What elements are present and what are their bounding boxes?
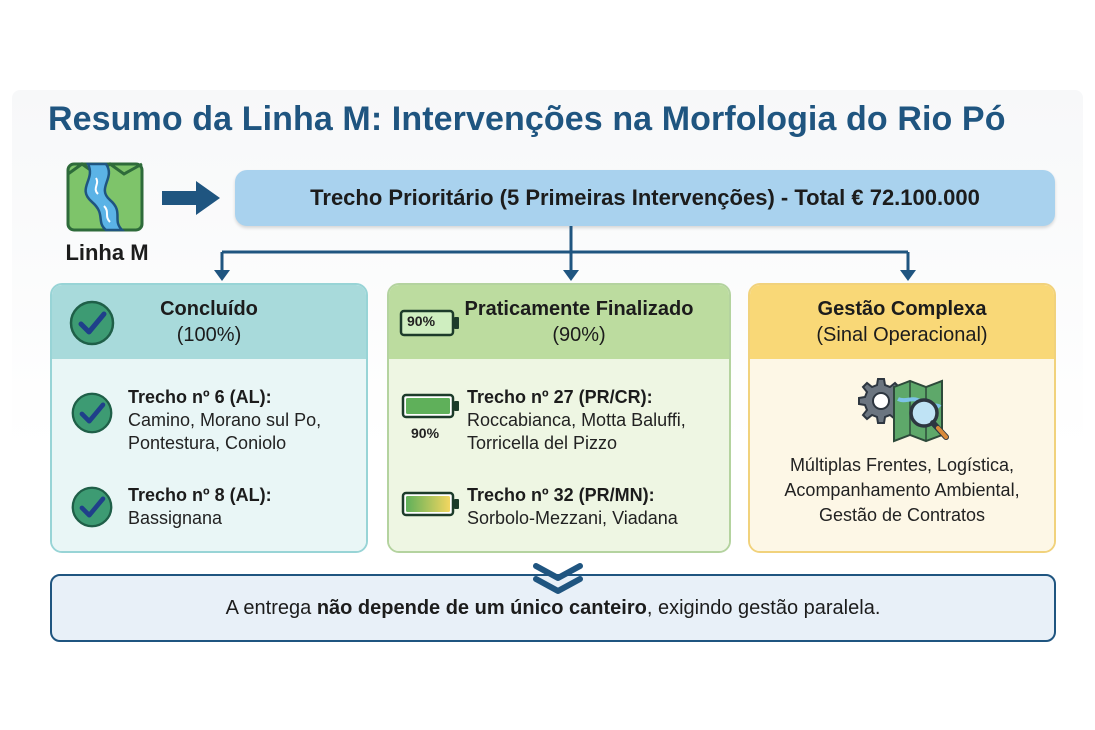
bottom-text-bold: não depende de um único canteiro [316, 596, 647, 619]
head-battery-label: 90% [407, 313, 436, 329]
priority-segment-box: Trecho Prioritário (5 Primeiras Intervenções) - Total € 72.100.000 [235, 170, 1055, 226]
trecho-27-title: Trecho nº 27 (PR/CR): [467, 387, 653, 407]
battery-label: 90% [411, 425, 440, 441]
bottom-text-pre: A entrega [225, 596, 317, 619]
trecho-6-desc-2: Pontestura, Coniolo [128, 433, 287, 453]
gestao-description [750, 453, 1054, 528]
trecho-8-desc-1: Bassignana [128, 508, 223, 528]
battery-icon [401, 491, 461, 517]
card-praticamente-subtitle: (90%) [552, 324, 606, 346]
list-item-trecho-6 [128, 385, 321, 455]
trecho-8-title: Trecho nº 8 (AL): [128, 485, 272, 505]
card-concluido [50, 283, 368, 553]
card-gestao-header [750, 285, 1054, 359]
list-item-trecho-8 [128, 483, 272, 530]
linha-label: Linha M [65, 240, 149, 265]
river-map-icon [66, 158, 144, 234]
card-gestao-body [750, 359, 1054, 553]
card-praticamente-finalizado [387, 283, 731, 553]
check-circle-icon [70, 391, 114, 435]
card-praticamente-title: Praticamente Finalizado [464, 298, 694, 320]
bottom-text-post: , exigindo gestão paralela. [646, 596, 881, 619]
card-praticamente-body [389, 359, 729, 553]
list-item-trecho-32 [467, 483, 678, 530]
gear-map-magnifier-icon [854, 373, 954, 449]
list-item-trecho-27 [467, 385, 686, 455]
gestao-line-1: Múltiplas Frentes, Logística, [789, 455, 1015, 475]
trecho-27-desc-1: Roccabianca, Motta Baluffi, [467, 410, 686, 430]
card-concluido-body [52, 359, 366, 553]
right-arrow-icon [160, 178, 222, 218]
card-gestao-complexa [748, 283, 1056, 553]
gestao-line-2: Acompanhamento Ambiental, [784, 480, 1020, 500]
trecho-32-title: Trecho nº 32 (PR/MN): [467, 485, 655, 505]
card-concluido-title: Concluído [160, 298, 258, 320]
check-circle-icon [70, 485, 114, 529]
trecho-6-title: Trecho nº 6 (AL): [128, 387, 272, 407]
card-gestao-subtitle: (Sinal Operacional) [816, 324, 988, 346]
card-concluido-subtitle: (100%) [176, 324, 242, 346]
page-title: Resumo da Linha M: Intervenções na Morfologia do Rio Pó [48, 100, 1006, 138]
battery-icon [401, 393, 461, 419]
trecho-6-desc-1: Camino, Morano sul Po, [128, 410, 322, 430]
gestao-line-3: Gestão de Contratos [818, 505, 986, 525]
check-circle-icon [68, 299, 116, 347]
card-gestao-title: Gestão Complexa [817, 298, 987, 320]
trecho-32-desc-1: Sorbolo-Mezzani, Viadana [467, 508, 678, 528]
trecho-27-desc-2: Torricella del Pizzo [467, 433, 618, 453]
double-chevron-down-icon [532, 562, 584, 596]
